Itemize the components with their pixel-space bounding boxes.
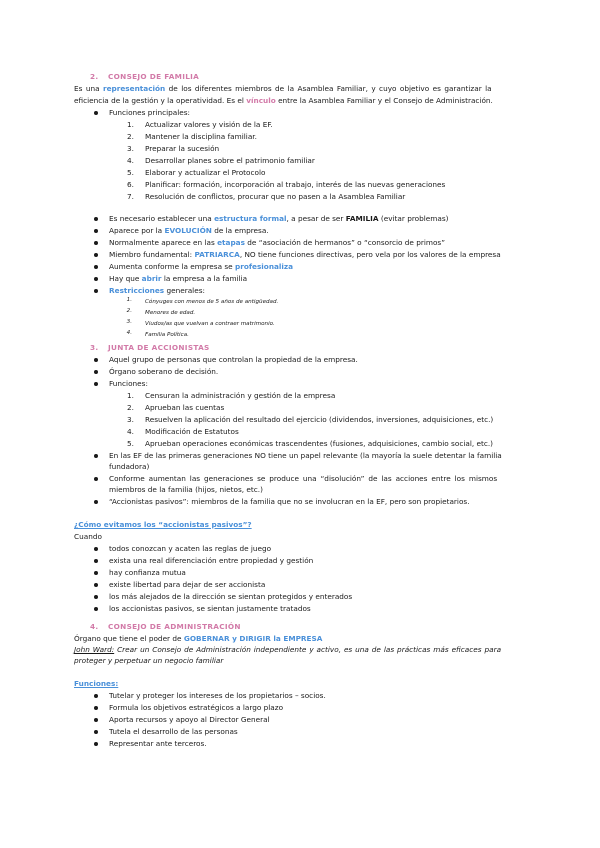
- keyword-profesionaliza: profesionaliza: [235, 262, 294, 271]
- bullet-text: exista una real diferenciación entre propiedad y gestión: [109, 556, 314, 565]
- quote-line-2: proteger y perpetuar un negocio familiar: [74, 656, 224, 665]
- list-number: 1.: [126, 297, 132, 303]
- list-item: Aprueban las cuentas: [145, 403, 225, 412]
- text: (evitar problemas): [378, 214, 449, 223]
- bullet-text: Tutelar y proteger los intereses de los propietarios – socios.: [109, 691, 326, 700]
- keyword-gobernar-dirigir: GOBERNAR y DIRIGIR la EMPRESA: [183, 634, 323, 643]
- bullet: [94, 265, 98, 269]
- text: Normalmente aparece en las: [109, 238, 218, 247]
- list-item: Desarrollar planes sobre el patrimonio familiar: [145, 156, 315, 165]
- list-item: Modificación de Estatutos: [145, 427, 239, 436]
- bullet-text: los más alejados de la dirección se sientan protegidos y enterados: [109, 592, 353, 601]
- text: generales:: [164, 286, 205, 295]
- functions-heading: Funciones:: [74, 679, 119, 688]
- section-2-title: CONSEJO DE FAMILIA: [108, 72, 200, 81]
- list-number: 5.: [127, 439, 134, 448]
- list-number: 1.: [127, 120, 134, 129]
- pasivos-question: ¿Cómo evitamos los “accionistas pasivos”?: [74, 520, 252, 529]
- section-4-number: 4.: [90, 622, 99, 631]
- list-number: 7.: [127, 192, 134, 201]
- keyword-estructura-formal: estructura formal: [214, 214, 287, 223]
- bullet-text: todos conozcan y acaten las reglas de juego: [109, 544, 272, 553]
- bullet: [94, 547, 98, 551]
- bullet-abrir: [109, 274, 247, 284]
- text: la empresa a la familia: [161, 274, 248, 283]
- bullet: [94, 358, 98, 362]
- list-number: 3.: [126, 319, 132, 325]
- bullet-patriarca: [109, 250, 501, 260]
- section-3-heading: [90, 343, 210, 353]
- list-number: 5.: [127, 168, 134, 177]
- bullet-text: “Accionistas pasivos”: miembros de la familia que no se involucran en la EF, pero son propietarios.: [109, 497, 470, 506]
- quote-author: John Ward:: [74, 645, 115, 654]
- text: de “asociación de hermanos” o “consorcio de primos”: [244, 238, 446, 247]
- list-item: Resolución de conflictos, procurar que no pasen a la Asamblea Familiar: [145, 192, 406, 201]
- bullet-etapas: [109, 238, 445, 248]
- cuando-label: Cuando: [74, 532, 102, 541]
- bullet: [94, 500, 98, 504]
- quote-text: Crear un Consejo de Administración independiente y activo, es una de las prácticas más eficaces para: [114, 645, 502, 654]
- section-2-intro-line-1: [74, 84, 526, 94]
- section-3-number: 3.: [90, 343, 99, 352]
- bullet: [94, 477, 98, 481]
- bullet-text-continued: fundadora): [109, 462, 150, 471]
- bullet-text: existe libertad para dejar de ser accionista: [109, 580, 266, 589]
- section-4-heading: [90, 622, 241, 632]
- keyword-abrir: abrir: [141, 274, 162, 283]
- bullet: [94, 277, 98, 281]
- bullet: [94, 730, 98, 734]
- quote-line-1: [74, 645, 526, 655]
- bullet: [94, 694, 98, 698]
- bullet-text: Formula los objetivos estratégicos a largo plazo: [109, 703, 284, 712]
- bullet-text-continued: miembros de la familia (hijos, nietos, etc.): [109, 485, 263, 494]
- text: Órgano que tiene el poder de: [74, 634, 184, 643]
- list-number: 3.: [127, 144, 134, 153]
- list-item: Elaborar y actualizar el Protocolo: [145, 168, 266, 177]
- bullet-text: Órgano soberano de decisión.: [109, 367, 219, 376]
- text: de los diferentes miembros de la Asamblea Familiar, y cuyo objetivo es garantizar la: [165, 84, 492, 93]
- list-item: Actualizar valores y visión de la EF.: [145, 120, 273, 129]
- list-item: Mantener la disciplina familiar.: [145, 132, 257, 141]
- list-number: 2.: [127, 132, 134, 141]
- bullet: [94, 111, 98, 115]
- keyword-restricciones: Restricciones: [109, 286, 165, 295]
- keyword-vinculo: vínculo: [246, 96, 276, 105]
- keyword-familia: FAMILIA: [345, 214, 379, 223]
- list-item: Planificar: formación, incorporación al trabajo, interés de las nuevas generaciones: [145, 180, 446, 189]
- bullet: [94, 706, 98, 710]
- text: entre la Asamblea Familiar y el Consejo de Administración.: [275, 96, 493, 105]
- text: Es necesario establecer una: [109, 214, 215, 223]
- organo-line: [74, 634, 322, 644]
- list-item: Resuelven la aplicación del resultado del ejercicio (dividendos, inversiones, adquisiciones, etc.): [145, 415, 494, 424]
- restriction-item: Menores de edad.: [145, 310, 196, 316]
- bullet-text: los accionistas pasivos, se sientan justamente tratados: [109, 604, 311, 613]
- bullet: [94, 595, 98, 599]
- restriction-item: Viudos/as que vuelvan a contraer matrimonio.: [145, 321, 275, 327]
- list-item: Aprueban operaciones económicas trascendentes (fusiones, adquisiciones, cambio social, etc.): [145, 439, 494, 448]
- bullet: [94, 583, 98, 587]
- bullet: [94, 217, 98, 221]
- functions-label: Funciones principales:: [109, 108, 190, 117]
- bullet: [94, 742, 98, 746]
- text: Miembro fundamental:: [109, 250, 195, 259]
- bullet-text: En las EF de las primeras generaciones NO tiene un papel relevante (la mayoría la suele detentar la familia: [109, 451, 502, 460]
- bullet-text: hay confianza mutua: [109, 568, 186, 577]
- bullet: [94, 559, 98, 563]
- section-2-intro-line-2: [74, 96, 493, 106]
- bullet: [94, 454, 98, 458]
- bullet-evolucion: [109, 226, 269, 236]
- text: eficiencia de la gestión y la operatividad. Es el: [74, 96, 247, 105]
- section-4-title: CONSEJO DE ADMINISTRACIÓN: [108, 622, 241, 631]
- text: , a pesar de ser: [286, 214, 346, 223]
- list-number: 1.: [127, 391, 134, 400]
- list-item: Censuran la administración y gestión de la empresa: [145, 391, 336, 400]
- text: de la empresa.: [211, 226, 269, 235]
- list-number: 4.: [127, 156, 134, 165]
- list-number: 2.: [127, 403, 134, 412]
- restriction-item: Familia Política.: [145, 332, 189, 338]
- text: Es una: [74, 84, 103, 93]
- bullet: [94, 370, 98, 374]
- bullet: [94, 229, 98, 233]
- keyword-etapas: etapas: [217, 238, 245, 247]
- section-3-title: JUNTA DE ACCIONISTAS: [108, 343, 210, 352]
- bullet-text: Aquel grupo de personas que controlan la propiedad de la empresa.: [109, 355, 358, 364]
- bullet-text: Representar ante terceros.: [109, 739, 207, 748]
- keyword-representacion: representación: [102, 84, 166, 93]
- list-number: 4.: [127, 427, 134, 436]
- bullet-text: Tutela el desarrollo de las personas: [109, 727, 238, 736]
- bullet: [94, 253, 98, 257]
- bullet: [94, 718, 98, 722]
- bullet: [94, 607, 98, 611]
- text: Aumenta conforme la empresa se: [109, 262, 235, 271]
- list-number: 3.: [127, 415, 134, 424]
- restriction-item: Cónyuges con menos de 5 años de antigüedad.: [145, 299, 279, 305]
- text: , NO tiene funciones directivas, pero vela por los valores de la empresa: [239, 250, 501, 259]
- section-2-number: 2.: [90, 72, 99, 81]
- text: Hay que: [109, 274, 142, 283]
- bullet: [94, 289, 98, 293]
- bullet-text: Conforme aumentan las generaciones se produce una “disolución” de las acciones entre los mismos: [109, 474, 498, 483]
- keyword-evolucion: EVOLUCIÓN: [164, 226, 212, 235]
- bullet: [94, 241, 98, 245]
- list-number: 2.: [126, 308, 132, 314]
- section-2-heading: [90, 72, 199, 82]
- bullet: [94, 571, 98, 575]
- list-item: Preparar la sucesión: [145, 144, 220, 153]
- bullet-profesionaliza: [109, 262, 293, 272]
- bullet-text: Funciones:: [109, 379, 148, 388]
- keyword-patriarca: PATRIARCA: [194, 250, 240, 259]
- bullet-text: Aporta recursos y apoyo al Director General: [109, 715, 270, 724]
- bullet-restricciones: [109, 286, 205, 296]
- bullet-estructura: [109, 214, 449, 224]
- list-number: 4.: [126, 330, 132, 336]
- bullet: [94, 382, 98, 386]
- text: Aparece por la: [109, 226, 165, 235]
- list-number: 6.: [127, 180, 134, 189]
